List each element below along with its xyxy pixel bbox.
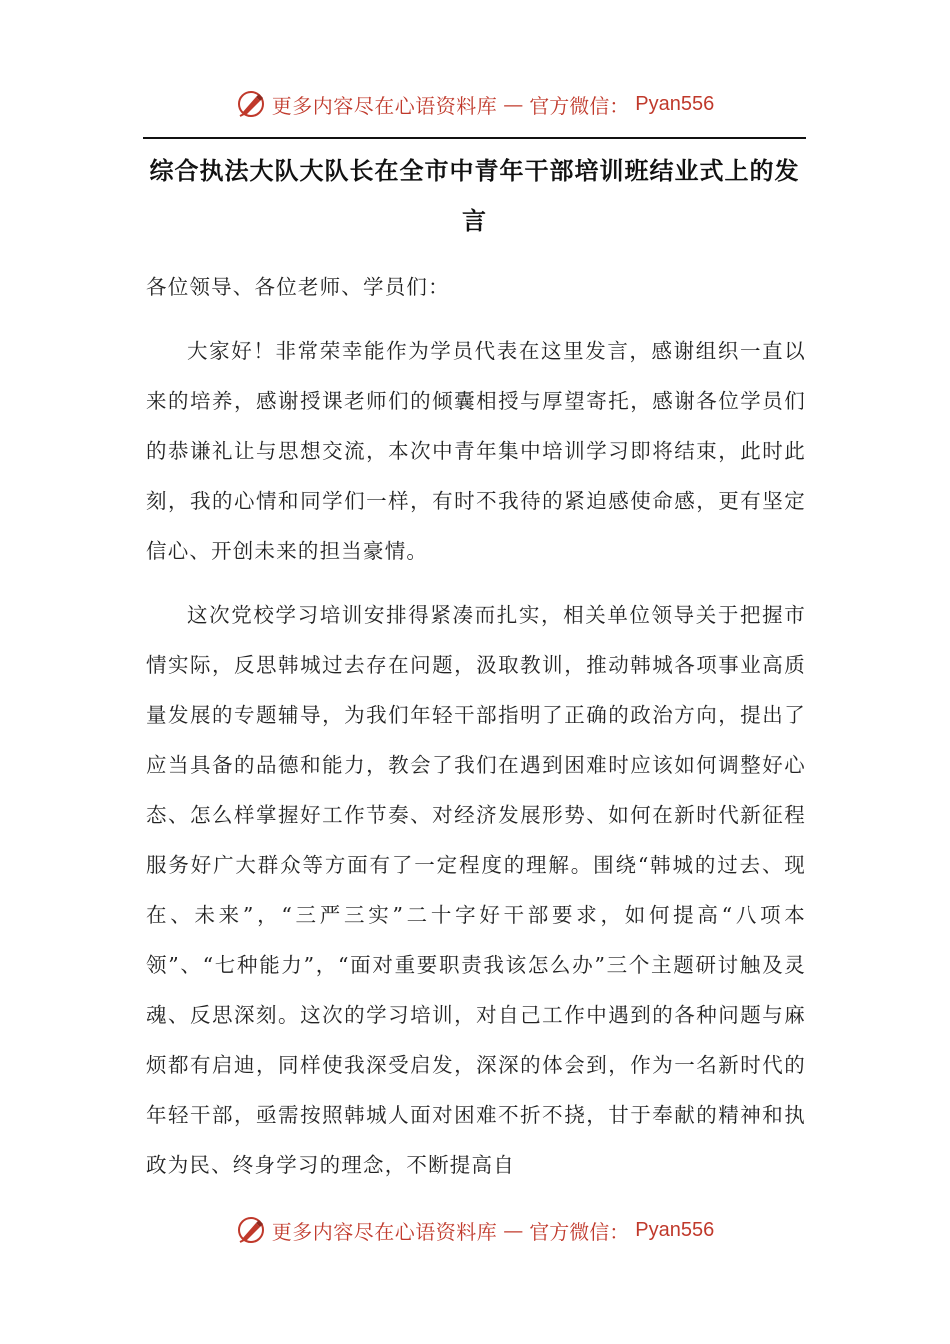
watermark-wechat-id: Pyan556 — [635, 92, 715, 115]
watermark-wechat-label: 官方微信： — [529, 93, 630, 118]
watermark-brand: 更多内容尽在心语资料库 — [271, 1219, 498, 1244]
paragraph: 大家好！非常荣幸能作为学员代表在这里发言，感谢组织一直以来的培养，感谢授课老师们的倾囊相授与厚望寄托，感谢各位学员们的恭谦礼让与思想交流，本次中青年集中培训学习即将结束，此时此刻，我的心情和同学们一样，有时不我待的紧迫感使命感，更有坚定信心、开创未来的担当豪情。 — [146, 339, 806, 563]
header-watermark — [0, 84, 950, 124]
watermark-dash: — — [503, 1218, 524, 1242]
salutation: 各位领导、各位老师、学员们： — [146, 275, 450, 299]
header-divider — [143, 137, 806, 139]
document-title: 综合执法大队大队长在全市中青年干部培训班结业式上的发言 — [149, 157, 800, 235]
watermark-wechat-label: 官方微信： — [529, 1219, 630, 1244]
watermark-dash: — — [503, 92, 524, 116]
watermark-wechat-id: Pyan556 — [635, 1218, 715, 1241]
footer-watermark — [0, 1210, 950, 1250]
document-body — [146, 262, 806, 1204]
pen-nib-logo-icon — [236, 1215, 266, 1245]
paragraph: 这次党校学习培训安排得紧凑而扎实，相关单位领导关于把握市情实际，反思韩城过去存在问题，汲取教训，推动韩城各项事业高质量发展的专题辅导，为我们年轻干部指明了正确的政治方向，提出了应当具备的品德和能力，教会了我们在遇到困难时应该如何调整好心态、怎么样掌握好工作节奏、对经济发展形势、如何在新时代新征程服务好广大群众等方面有了一定程度的理解。围绕“韩城的过去、现在、未来”，“三严三实”二十字好干部要求，如何提高“八项本领”、“七种能力”，“面对重要职责我该怎么办”三个主题研讨触及灵魂、反思深刻。这次的学习培训，对自己工作中遇到的各种问题与麻烦都有启迪，同样使我深受启发，深深的体会到，作为一名新时代的年轻干部，亟需按照韩城人面对困难不折不挠，甘于奉献的精神和执政为民、终身学习的理念，不断提高自 — [146, 603, 806, 1177]
watermark-brand: 更多内容尽在心语资料库 — [271, 93, 498, 118]
pen-nib-logo-icon — [236, 89, 266, 119]
